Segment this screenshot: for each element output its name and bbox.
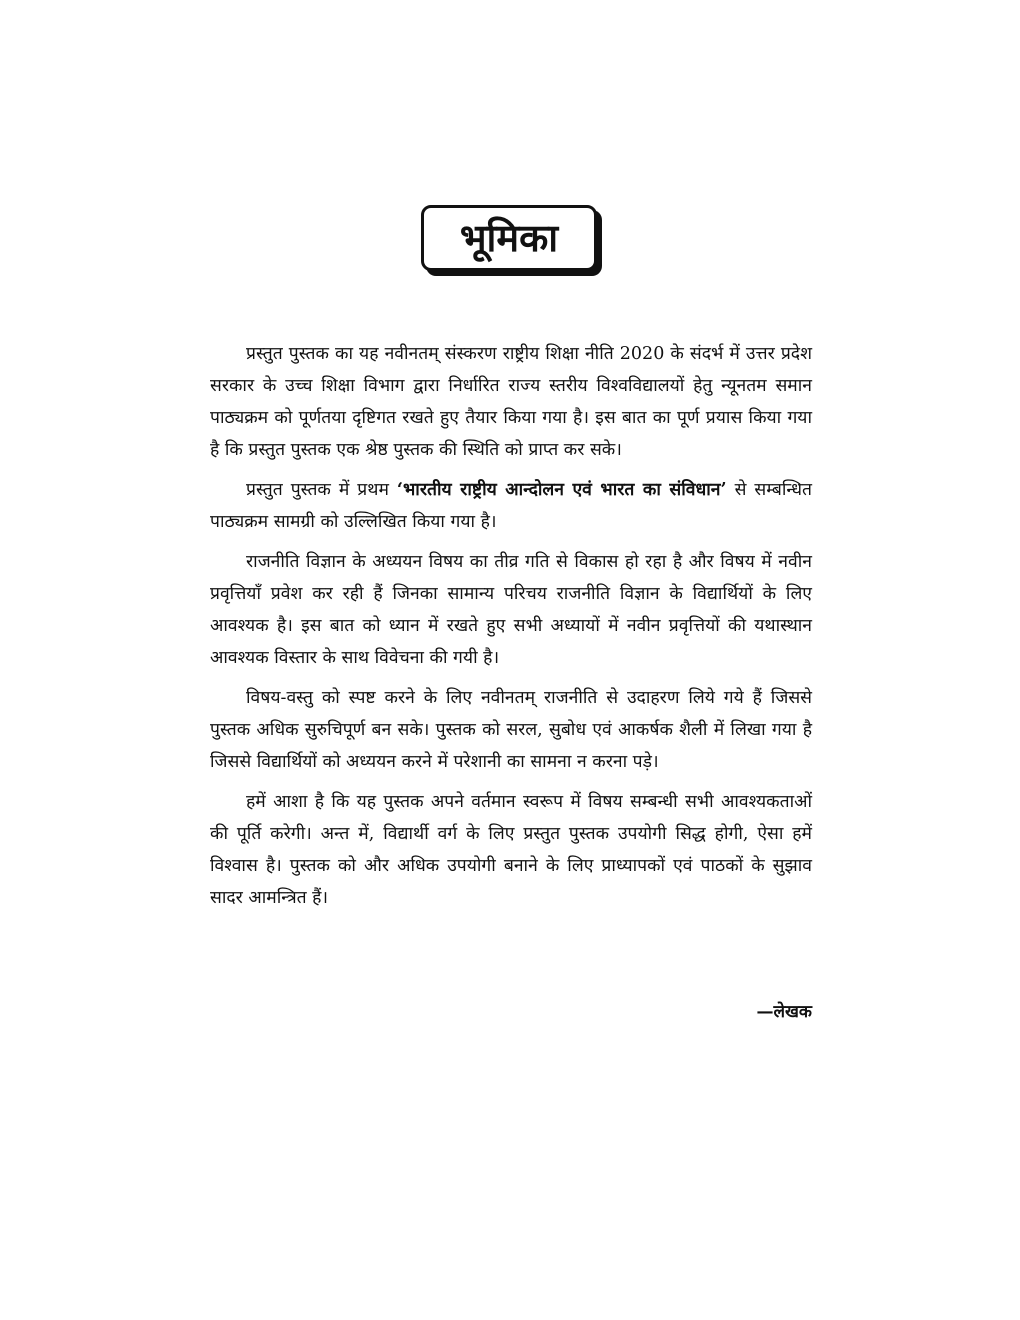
paragraph-3: राजनीति विज्ञान के अध्ययन विषय का तीव्र गति से विकास हो रहा है और विषय में नवीन प्रवृत्तियाँ प्रवेश कर रही हैं जिनका सामान्य परिचय राजनीति विज्ञान के विद्यार्थियों के लिए आवश्यक है। इस बात को ध्यान में रखते हुए सभी अध्यायों में नवीन प्रवृत्तियों की यथास्थान आवश्यक विस्तार के साथ विवेचना की गयी है।	[210, 552, 812, 668]
paragraph-5: हमें आशा है कि यह पुस्तक अपने वर्तमान स्वरूप में विषय सम्बन्धी सभी आवश्यकताओं की पूर्ति करेगी। अन्त में, विद्यार्थी वर्ग के लिए प्रस्तुत पुस्तक उपयोगी सिद्ध होगी, ऐसा हमें विश्वास है। पुस्तक को और अधिक उपयोगी बनाने के लिए प्राध्यापकों एवं पाठकों के सुझाव सादर आमन्त्रित हैं।	[210, 792, 812, 908]
paragraph-2	[210, 474, 812, 538]
paragraph-2-lead: प्रस्तुत पुस्तक में प्रथम	[246, 480, 397, 500]
paragraph-2-tail: से सम्बन्धित पाठ्यक्रम सामग्री को उल्लिखित किया गया है।	[210, 480, 813, 532]
preface-body	[210, 338, 812, 914]
course-title: ‘भारतीय राष्ट्रीय आन्दोलन एवं भारत का संविधान’	[396, 480, 727, 500]
author-signature: —लेखक	[756, 1002, 812, 1022]
page-title: भूमिका	[459, 216, 559, 260]
paragraph-4: विषय-वस्तु को स्पष्ट करने के लिए नवीनतम् राजनीति से उदाहरण लिये गये हैं जिससे पुस्तक अधिक सुरुचिपूर्ण बन सके। पुस्तक को सरल, सुबोध एवं आकर्षक शैली में लिखा गया है जिससे विद्यार्थियों को अध्ययन करने में परेशानी का सामना न करना पड़े।	[210, 688, 812, 772]
heading-box	[421, 205, 597, 271]
paragraph-1: प्रस्तुत पुस्तक का यह नवीनतम् संस्करण राष्ट्रीय शिक्षा नीति 2020 के संदर्भ में उत्तर प्रदेश सरकार के उच्च शिक्षा विभाग द्वारा निर्धारित राज्य स्तरीय विश्वविद्यालयों हेतु न्यूनतम समान पाठ्यक्रम को पूर्णतया दृष्टिगत रखते हुए तैयार किया गया है। इस बात का पूर्ण प्रयास किया गया है कि प्रस्तुत पुस्तक एक श्रेष्ठ पुस्तक की स्थिति को प्राप्त कर सके।	[210, 344, 812, 460]
